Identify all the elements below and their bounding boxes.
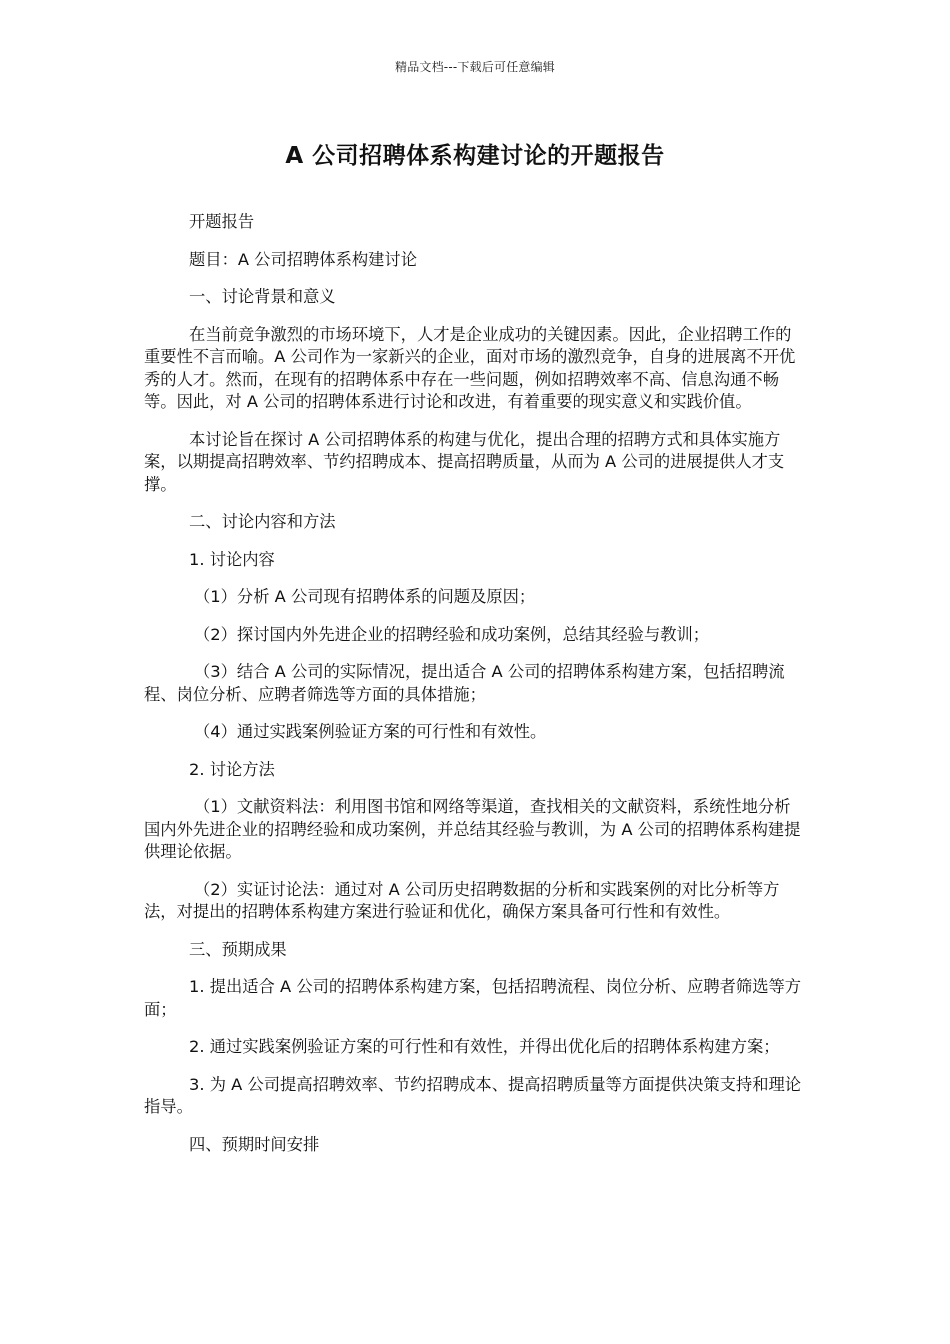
section-label: 开题报告	[189, 212, 255, 231]
section-heading: 四、预期时间安排	[189, 1134, 320, 1154]
header-note: 精品文档---下载后可任意编辑	[395, 60, 555, 74]
list-item: （3）结合 A 公司的实际情况，提出适合 A 公司的招聘体系构建方案，包括招聘流程、岗位分析、应聘者筛选等方面的具体措施；	[144, 662, 785, 704]
list-item: （4）通过实践案例验证方案的可行性和有效性。	[194, 722, 547, 741]
body-paragraph: 本讨论旨在探讨 A 公司招聘体系的构建与优化，提出合理的招聘方式和具体实施方案，以期提高招聘效率、节约招聘成本、提高招聘质量，从而为 A 公司的进展提供人才支撑。	[144, 429, 785, 494]
document-title: A 公司招聘体系构建讨论的开题报告	[285, 143, 665, 169]
subsection-heading: 1. 讨论内容	[189, 549, 275, 569]
list-item: （2）实证讨论法：通过对 A 公司历史招聘数据的分析和实践案例的对比分析等方法，对提出的招聘体系构建方案进行验证和优化，确保方案具备可行性和有效性。	[144, 879, 780, 921]
list-item: （1）文献资料法：利用图书馆和网络等渠道，查找相关的文献资料，系统性地分析国内外先进企业的招聘经验和成功案例，并总结其经验与教训，为 A 公司的招聘体系构建提供理论依据。	[144, 797, 801, 861]
body-paragraph: 在当前竞争激烈的市场环境下，人才是企业成功的关键因素。因此，企业招聘工作的重要性不言而喻。A 公司作为一家新兴的企业，面对市场的激烈竞争，自身的进展离不开优秀的人才。然而，在现有的招聘体系中存在一些问题，例如招聘效率不高、信息沟通不畅等。因此，对 A 公司的招聘体系进行讨论和改进，有着重要的现实意义和实践价值。	[144, 324, 796, 411]
list-item: （1）分析 A 公司现有招聘体系的问题及原因；	[194, 587, 536, 606]
section-heading: 一、讨论背景和意义	[189, 287, 336, 306]
section-heading: 二、讨论内容和方法	[189, 512, 336, 531]
list-item: （2）探讨国内外先进企业的招聘经验和成功案例，总结其经验与教训；	[194, 624, 710, 644]
list-item: 3. 为 A 公司提高招聘效率、节约招聘成本、提高招聘质量等方面提供决策支持和理论指导。	[144, 1074, 802, 1116]
list-item: 1. 提出适合 A 公司的招聘体系构建方案，包括招聘流程、岗位分析、应聘者筛选等方面；	[144, 977, 802, 1019]
subsection-heading: 2. 讨论方法	[189, 759, 275, 779]
list-item: 2. 通过实践案例验证方案的可行性和有效性，并得出优化后的招聘体系构建方案；	[189, 1037, 780, 1056]
document-body	[144, 211, 804, 1171]
topic-line: 题目：A 公司招聘体系构建讨论	[189, 249, 417, 269]
section-heading: 三、预期成果	[189, 939, 287, 959]
